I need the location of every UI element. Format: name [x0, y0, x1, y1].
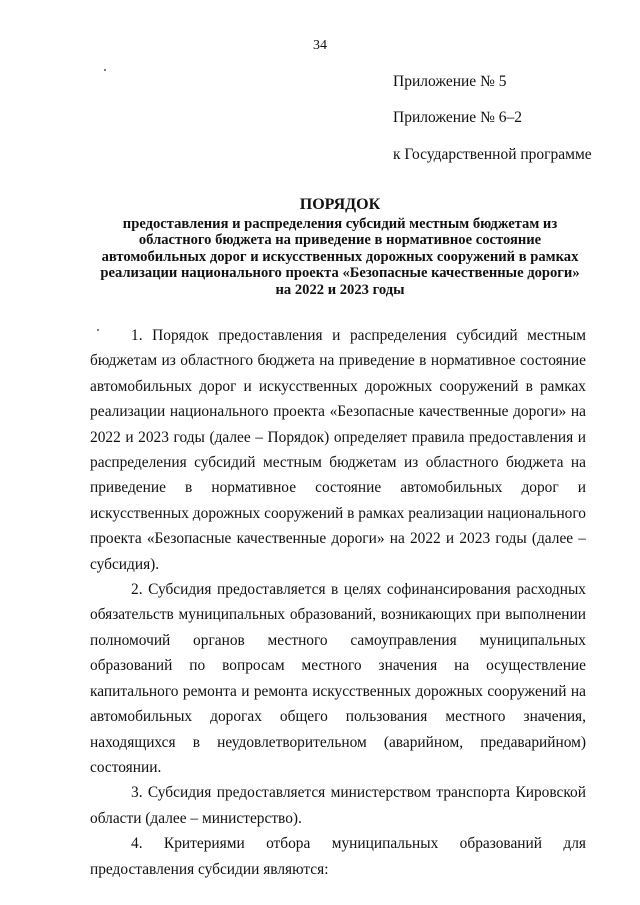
scan-speck [104, 69, 106, 71]
page-number: 34 [313, 38, 327, 53]
scan-speck [97, 329, 99, 331]
document-title-block [90, 197, 590, 298]
document-title: ПОРЯДОК [299, 196, 381, 213]
paragraph-1: 1. Порядок предоставления и распределения субсидий местным бюджетам из областного бюджета на приведение в нормативное состояние автомобильных дорог и искусственных дорожных сооружений в рамках реализации национального проекта «Безопасные качественные дороги» на 2022 и 2023 годы (далее – Порядок) определяет правила предоставления и распределения субсидий местным бюджетам из областного бюджета на приведение в нормативное состояние автомобильных дорог и искусственных дорожных сооружений в рамках реализации национального проекта «Безопасные качественные дороги» на 2022 и 2023 годы (далее – субсидия). [90, 327, 586, 573]
document-subtitle-line-3: автомобильных дорог и искусственных дорожных сооружений в рамках [101, 248, 579, 265]
document-subtitle-line-4: реализации национального проекта «Безопасные качественные дороги» [100, 265, 580, 281]
appendix-label-6-2: Приложение № 6–2 [393, 109, 522, 126]
appendix-program-reference: к Государственной программе [393, 146, 592, 163]
document-body [90, 323, 586, 882]
paragraph-2: 2. Субсидия предоставляется в целях софинансирования расходных обязательств муниципальных образований, возникающих при выполнении полномочий органов местного самоуправления муниципальных образований по вопросам местного значения на осуществление капитального ремонта и ремонта искусственных дорожных сооружений на автомобильных дорогах общего пользования местного значения, находящихся в неудовлетворительном (аварийном, предаварийном) состоянии. [90, 581, 586, 776]
paragraph-4: 4. Критериями отбора муниципальных образований для предоставления субсидии являются: [90, 835, 586, 878]
paragraph-3: 3. Субсидия предоставляется министерством транспорта Кировской области (далее – министерство). [90, 784, 586, 827]
appendix-label-5: Приложение № 5 [393, 73, 507, 90]
document-subtitle-line-2: областного бюджета на приведение в нормативное состояние [138, 232, 542, 248]
document-subtitle-line-1: предоставления и распределения субсидий местным бюджетам из [122, 215, 558, 232]
document-subtitle-line-5: на 2022 и 2023 годы [275, 281, 405, 298]
